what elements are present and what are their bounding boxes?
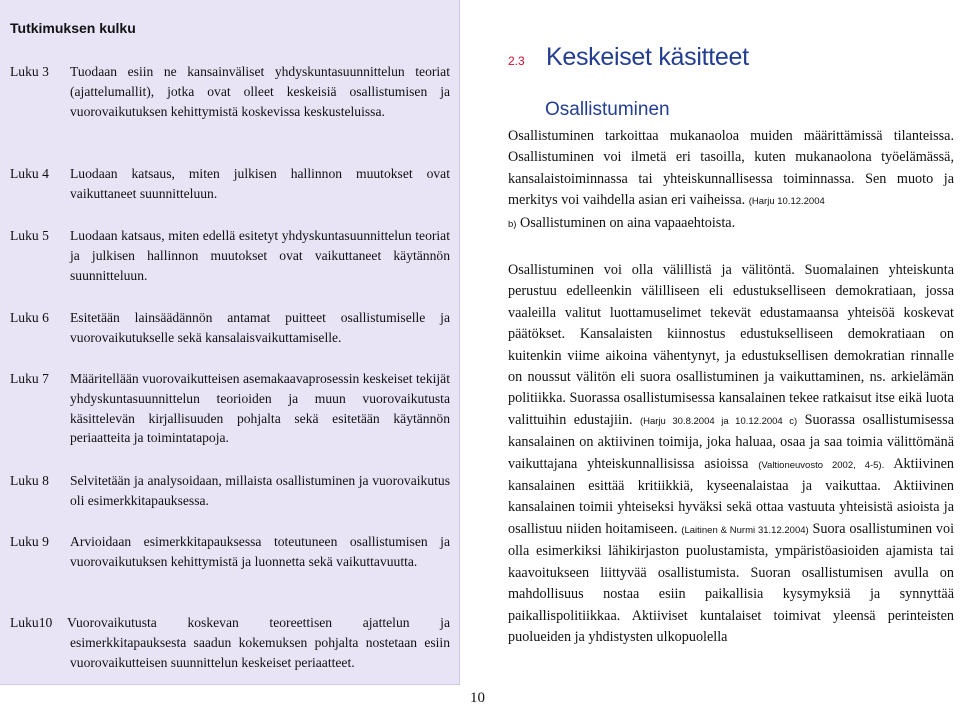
paragraph-text: Osallistuminen voi olla välillistä ja välitöntä. Suomalainen yhteiskunta perustuu edelleenkin välilliseen eli edustukselliseen demokratiaan, jossa vaaleilla valitut luottamuselimet tekevät edustamaansa yhteisöä koskevat päätökset. Kansalaisten kiinnostus edustukselliseen demokratiaan on kuitenkin viime aikoina vähentynyt, ja edustuksellisen demokratian rinnalle on noussut välitön eli suora osallistuminen ja vaikuttaminen, ns. arkielämän politiikka. Suorassa osallistumisessa kansalainen tekee ratkaisut itse eikä luota valittuihin edustajiin. bbox=[508, 262, 954, 428]
chapter-number: Luku10 bbox=[10, 615, 53, 630]
chapter-description: Luodaan katsaus, miten edellä esitetyt yhdyskuntasuunnittelun teoriat ja julkisen hallinnon muutokset ovat vaikuttaneet käytännön suunnitteluun. bbox=[70, 228, 450, 283]
citation: (Harju 30.8.2004 ja 10.12.2004 c) bbox=[639, 415, 798, 427]
section-title: Keskeiset käsitteet bbox=[546, 43, 749, 71]
chapter-description: Esitetään lainsäädännön antamat puitteet osallistumiselle ja vuorovaikutukselle sekä kansalaisvaikuttamiselle. bbox=[70, 310, 450, 345]
paragraph-text: Osallistuminen tarkoittaa mukanaoloa muiden määrittämissä tilanteissa. Osallistuminen voi ilmetä eri tasoilla, kuten mukanaolona työelämässä, kansalaistoiminnassa tai yhteiskunnallisessa toiminnassa. Sen muoto ja merkitys voi vaihdella asian eri vaiheissa. bbox=[508, 128, 954, 209]
chapter-description: Arvioidaan esimerkkitapauksessa toteutuneen osallistumisen ja vuorovaikutuksen kehittymistä ja luonnetta sekä vaikuttavuutta. bbox=[70, 534, 450, 569]
paragraph bbox=[508, 126, 954, 235]
paragraph-text: Suorassa osallistumisessa kansalainen on aktiivinen toimija, joka haluaa, osaa ja saa toimia välittömänä vaikuttajana yhteiskunnallisissa asioissa bbox=[508, 411, 954, 472]
citation: (Valtioneuvosto 2002, 4-5). bbox=[758, 459, 885, 471]
outline-item bbox=[10, 532, 450, 572]
chapter-number: Luku 6 bbox=[10, 310, 49, 325]
outline-item bbox=[10, 369, 450, 448]
chapter-description: Selvitetään ja analysoidaan, millaista osallistuminen ja vuorovaikutus oli esimerkkitapauksessa. bbox=[70, 473, 450, 508]
chapter-number: Luku 9 bbox=[10, 534, 49, 549]
chapter-description: Vuorovaikutusta koskevan teoreettisen ajattelun ja esimerkkitapauksesta saadun kokemuksen pohjalta nostetaan esiin vuorovaikutteisen suunnittelun keskeiset periaatteet. bbox=[67, 615, 450, 670]
chapter-description: Tuodaan esiin ne kansainväliset yhdyskuntasuunnittelun teoriat (ajattelumallit), jotka ovat olleet keskeisiä osallistumisen ja vuorovaikutuksen kehittymistä koskevissa keskusteluissa. bbox=[70, 64, 450, 119]
chapter-number: Luku 5 bbox=[10, 228, 49, 243]
citation: (Harju 10.12.2004 bbox=[748, 196, 825, 208]
research-outline-panel bbox=[0, 0, 460, 685]
chapter-number: Luku 4 bbox=[10, 166, 49, 181]
paragraph-text: Osallistuminen on aina vapaaehtoista. bbox=[520, 214, 736, 231]
subsection-title: Osallistuminen bbox=[545, 99, 670, 120]
section-number: 2.3 bbox=[508, 54, 525, 68]
outline-title: Tutkimuksen kulku bbox=[10, 20, 136, 36]
citation: b) bbox=[508, 218, 517, 230]
outline-item bbox=[10, 471, 450, 511]
chapter-description: Luodaan katsaus, miten julkisen hallinnon muutokset ovat vaikuttaneet suunnitteluun. bbox=[70, 166, 450, 201]
chapter-number: Luku 3 bbox=[10, 64, 49, 79]
paragraph-text: Suora osallistuminen voi olla esimerkiksi lähikirjaston puolustamista, ympäristöasioiden ajamista tai kaavoitukseen liittyvää osallistumista. Suoran osallistumisen avulla on mahdollisuus nostaa esiin paikallisia kysymyksiä ja synnyttää paikallispolitiikkaa. Aktiiviset kuntalaiset toimivat yleensä perinteisten puolueiden ja yhdistysten ulkopuolella bbox=[508, 520, 955, 645]
chapter-number: Luku 7 bbox=[10, 371, 49, 386]
outline-item bbox=[10, 308, 450, 348]
outline-item bbox=[10, 62, 450, 121]
paragraph-text: Aktiivinen kansalainen esittää kritiikkiä, kyseenalaistaa ja vaikuttaa. Aktiivinen kansalainen toimii yhteiseksi hyväksi sekä ottaa vastuuta yhteisistä asioista ja osallistuu niiden hoitamiseen. bbox=[508, 455, 954, 537]
outline-item bbox=[10, 164, 450, 204]
chapter-description: Määritellään vuorovaikutteisen asemakaavaprosessin keskeiset tekijät yhdyskuntasuunnittelun teorioiden ja muun vuorovaikutusta käsittelevän kirjallisuuden pohjalta sekä esitetään käytännön periaatteita ja toimintatapoja. bbox=[70, 371, 450, 446]
outline-item bbox=[10, 613, 450, 670]
paragraph bbox=[508, 260, 954, 648]
page-number: 10 bbox=[470, 690, 485, 706]
citation: (Laitinen & Nurmi 31.12.2004) bbox=[681, 524, 809, 536]
chapter-number: Luku 8 bbox=[10, 473, 49, 488]
outline-item bbox=[10, 226, 450, 285]
